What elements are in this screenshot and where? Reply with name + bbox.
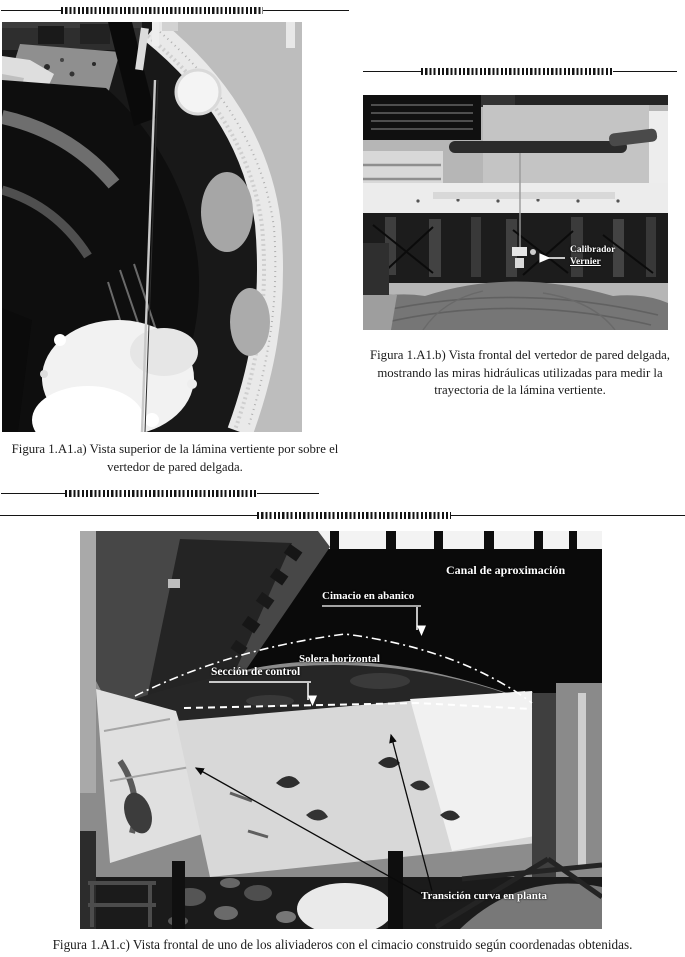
photo-b-artwork [363, 95, 668, 330]
rule-line [1, 10, 61, 11]
rule-line [1, 493, 65, 494]
calibrador-label-line2: Vernier [570, 256, 601, 267]
rule-line [263, 10, 349, 11]
caption-figure-b: Figura 1.A1.b) Vista frontal del vertedor de pared delgada, mostrando las miras hidráulicas utilizadas para medir la trayectoria de la lámina vertiente. [370, 348, 670, 397]
rule-hash-pattern [257, 512, 451, 519]
caption-figure-a: Figura 1.A1.a) Vista superior de la lámina vertiente por sobre el vertedor de pared delgada. [11, 442, 339, 474]
rule-hash-pattern [421, 68, 613, 75]
rule-line [451, 515, 685, 516]
decorative-rule-right [363, 67, 677, 75]
calibrador-label-line1: Calibrador [570, 245, 616, 255]
rule-line [0, 515, 257, 516]
photo-figure-b [363, 95, 668, 330]
decorative-rule-full [0, 511, 685, 519]
rule-line [363, 71, 421, 72]
caption-figure-c: Figura 1.A1.c) Vista frontal de uno de los aliviaderos con el cimacio construido según coordenadas obtenidas. [52, 937, 633, 952]
rule-hash-pattern [61, 7, 263, 14]
rule-line [257, 493, 319, 494]
canal-aproximacion-label: Canal de aproximación [446, 563, 566, 577]
decorative-rule-left-bottom [1, 489, 319, 497]
rule-line [613, 71, 677, 72]
photo-c-artwork [80, 531, 602, 929]
photo-a-artwork [2, 22, 302, 432]
decorative-rule-top-left [1, 6, 349, 14]
photo-figure-c [80, 531, 602, 929]
solera-horizontal-label: Solera horizontal [299, 653, 380, 665]
seccion-control-label: Sección de control [211, 666, 301, 678]
cimacio-abanico-label: Cimacio en abanico [322, 590, 415, 602]
rule-hash-pattern [65, 490, 257, 497]
transicion-curva-label: Transición curva en planta [421, 890, 548, 902]
photo-figure-a [2, 22, 302, 432]
